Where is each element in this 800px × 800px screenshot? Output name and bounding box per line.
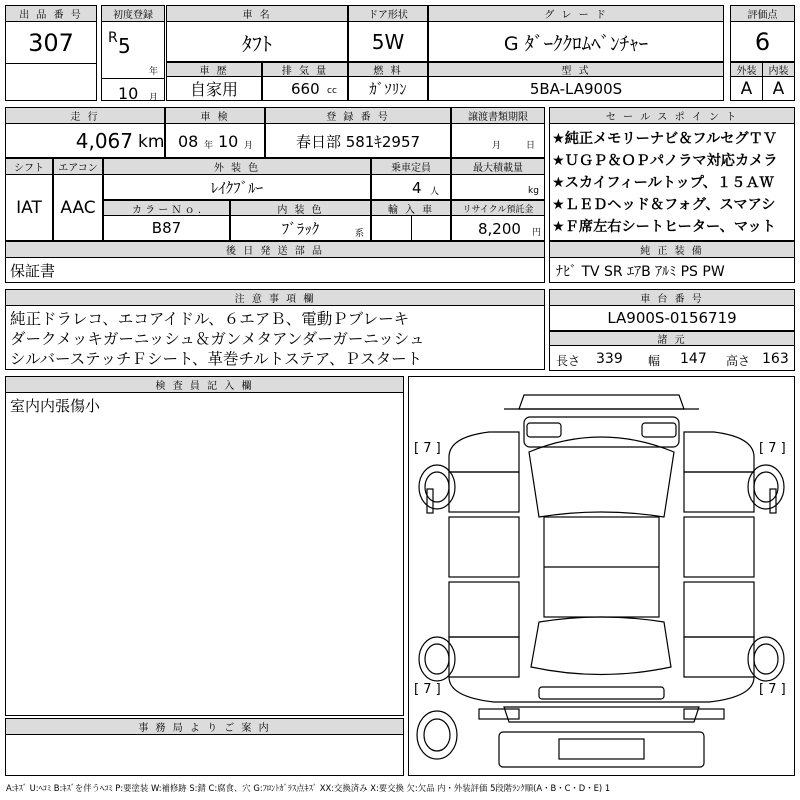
import-label: 輸 入 車 [372,201,450,216]
inspection-month-unit: 月 [244,140,254,151]
length-value: 339 [596,351,623,367]
color-number-value: B87 [151,219,182,237]
specs-label: 諸 元 [550,332,794,346]
note-line: シルバーステッチＦシート、革巻チルトステア、Ｐスタート [10,349,423,368]
sales-point: ★ＵＧＰ＆ＯＰパノラマ対応カメラ [552,153,778,169]
grade-label: グ レ ー ド [429,6,723,22]
genuine-equipment-box [549,241,795,283]
lot-number-value: 307 [28,29,74,57]
sales-points-box [549,107,795,241]
grade-box [428,5,724,62]
aircon-value: AAC [60,197,96,218]
transfer-deadline-box [451,107,545,158]
car-diagram [409,377,794,775]
exterior-color-box [103,158,371,200]
capacity-label: 乗車定員 [372,159,450,175]
height-value: 163 [762,351,789,367]
ext-grade-label: 外装 [731,63,762,77]
genuine-equipment-label: 純 正 装 備 [550,242,794,258]
shift-value: IAT [16,197,42,218]
height-label: 高さ [726,354,751,368]
lot-number-label: 出 品 番 号 [6,6,96,22]
capacity-value: 4 [412,179,422,197]
sales-point: ★純正メモリーナビ＆フルセグＴＶ [552,131,777,147]
aircon-label: エアコン [54,159,102,175]
history-value: 自家用 [189,80,238,99]
note-line: 純正ドラレコ、エコアイドル、６エアＢ、電動Ｐブレーキ [10,309,410,328]
ext-grade-box [730,62,763,101]
car-name-box [166,5,348,62]
later-parts-label: 後 日 発 送 部 品 [6,242,544,258]
era-letter: R [108,30,118,46]
interior-color-box [230,200,371,241]
car-diagram-box [408,376,795,776]
score-label: 評価点 [731,6,794,22]
first-registration-box [101,5,165,101]
displacement-value: 660 [291,80,320,98]
interior-color-label: 内 装 色 [231,201,370,216]
mileage-unit: km [138,132,165,152]
registration-number-box [265,107,451,158]
int-grade-value: A [772,78,785,99]
mileage-box [5,107,165,158]
length-label: 長さ [556,354,581,368]
door-box [348,5,428,62]
recycle-fee-unit: 円 [532,227,542,238]
inspection-year: 08 [178,131,199,151]
max-load-box [451,158,545,200]
diagram-mark-top-right: [ 7 ] [759,441,786,456]
import-box [371,200,451,241]
color-number-box [103,200,230,241]
interior-color-value: ﾌﾞﾗｯｸ [281,219,320,238]
registration-number-label: 登 録 番 号 [266,108,450,124]
interior-color-unit: 系 [355,228,365,239]
transfer-month: 月 [492,141,502,151]
chassis-value: LA900S-0156719 [607,309,737,327]
fuel-box [348,62,428,101]
inspection-month: 10 [218,131,239,151]
history-label: 車 歴 [167,63,261,77]
model-code-box [428,62,724,101]
inspector-label: 検 査 員 記 入 欄 [6,377,403,393]
recycle-fee-label: リサイクル預託金 [452,201,544,216]
inspection-label: 車 検 [166,108,264,124]
chassis-label: 車 台 番 号 [550,290,794,306]
capacity-box [371,158,451,200]
sales-point: ★スカイフィールトップ、１５ＡＷ [552,175,774,191]
later-parts-box [5,241,545,283]
transfer-day: 日 [526,141,536,151]
door-label: ドア形状 [349,6,427,22]
int-grade-box [762,62,795,101]
lot-number-box [5,5,97,101]
mileage-label: 走 行 [6,108,164,124]
year-unit: 年 [149,67,159,77]
diagram-mark-bottom-left: [ 7 ] [414,682,441,697]
diagram-mark-bottom-right: [ 7 ] [759,682,786,697]
specs-box [549,331,795,371]
width-label: 幅 [648,354,661,368]
displacement-unit: cc [327,86,337,96]
era-year: 5 [118,34,131,58]
later-parts-value: 保証書 [10,262,56,280]
office-box [5,718,404,776]
int-grade-label: 内装 [763,63,794,77]
legend-text: A:ｷｽﾞ U:ﾍｺﾐ B:ｷｽﾞを伴うﾍｺﾐ P:要塗装 W:補修跡 S:錆 C:腐食、穴 G:ﾌﾛﾝﾄｶﾞﾗｽ点ｷｽﾞ XX:交換済み X:要交換 欠:欠品 内・外装評価 5段階ﾗﾝｸ順(A・B・C・D・E) 1 [6,783,611,793]
door-value: 5W [371,30,405,54]
inspector-note: 室内内張傷小 [10,396,101,415]
shift-box [5,158,53,241]
inspection-box [165,107,265,158]
sales-point: ★ＬＥＤヘッド＆フォグ、スマアシ [552,197,776,213]
model-code-label: 型 式 [429,63,723,77]
inspector-box [5,376,404,716]
width-value: 147 [680,351,707,367]
grade-value: G ﾀﾞｰｸｸﾛﾑﾍﾞﾝﾁｬｰ [503,32,649,55]
displacement-label: 排 気 量 [263,63,347,77]
max-load-label: 最大積載量 [452,159,544,175]
note-line: ダークメッキガーニッシュ＆ガンメタアンダーガーニッシュ [10,329,425,348]
sales-point: ★Ｆ席左右シートヒーター、マット [552,219,776,235]
score-box [730,5,795,62]
office-label: 事 務 局 よ り ご 案 内 [6,719,403,735]
aircon-box [53,158,103,241]
exterior-color-label: 外 装 色 [104,159,370,175]
inspection-year-unit: 年 [204,140,214,151]
capacity-unit: 人 [430,186,440,197]
displacement-box [262,62,348,101]
recycle-fee-value: 8,200 [478,220,521,238]
history-box [166,62,262,101]
score-value: 6 [754,28,771,56]
max-load-unit: kg [528,186,539,196]
chassis-box [549,289,795,331]
exterior-color-value: ﾚｲｸﾌﾞﾙｰ [210,178,264,197]
shift-label: シフト [6,159,52,175]
fuel-value: ｶﾞｿﾘﾝ [369,80,407,98]
genuine-equipment-value: ﾅﾋﾞ TV SR ｴｱB ｱﾙﾐ PS PW [556,263,725,280]
month-unit: 月 [149,93,159,103]
fuel-label: 燃 料 [349,63,427,77]
ext-grade-value: A [740,78,753,99]
first-reg-month: 10 [118,84,139,103]
registration-number-value: 春日部 581ｷ2957 [295,132,421,151]
model-code-value: 5BA-LA900S [529,79,623,98]
mileage-value: 4,067 [75,129,133,153]
car-name-value: ﾀﾌﾄ [242,31,272,56]
sales-points-label: セ ー ル ス ポ イ ン ト [550,108,794,124]
recycle-fee-box [451,200,545,241]
diagram-mark-top-left: [ 7 ] [414,441,441,456]
notes-label: 注 意 事 項 欄 [6,290,544,306]
car-name-label: 車 名 [167,6,347,22]
first-registration-label: 初度登録 [102,6,164,22]
color-number-label: カ ラ ー Ｎ ｏ . [104,201,229,216]
transfer-deadline-label: 譲渡書類期限 [452,108,544,124]
notes-box [5,289,545,370]
